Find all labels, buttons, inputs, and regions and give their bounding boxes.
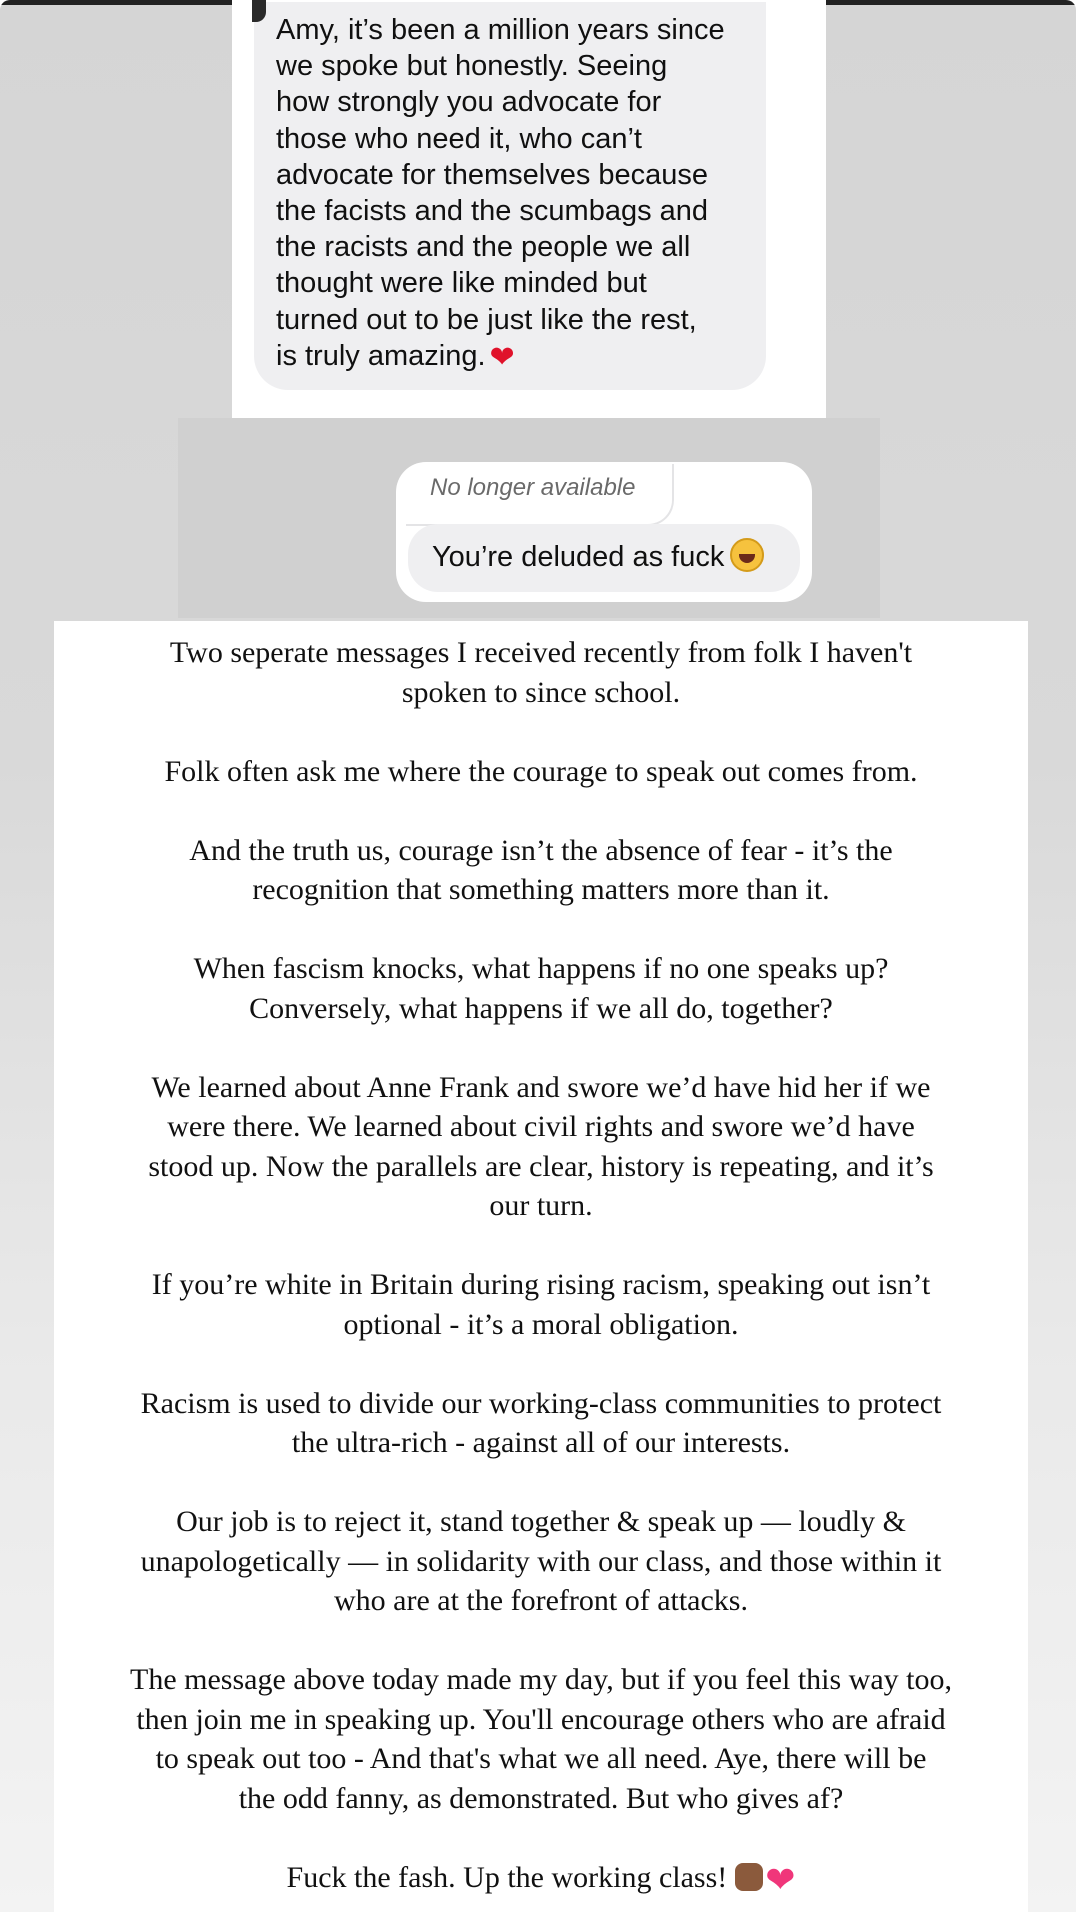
red-heart-icon: ❤ <box>489 340 515 374</box>
caption-paragraph: Folk often ask me where the courage to speak out comes from. <box>164 754 918 788</box>
reply-message-card <box>396 462 812 602</box>
caption-text <box>68 633 1014 1898</box>
caption-paragraph: Our job is to reject it, stand together & speak up — loudly & unapologetically — in solidarity with our class, and those within it who are at the forefront of attacks. <box>140 1505 942 1617</box>
caption-paragraph: Racism is used to divide our working-class communities to protect the ultra-rich - against all of our interests. <box>140 1386 942 1459</box>
caption-paragraph: The message above today made my day, but if you feel this way too, then join me in speaking up. You'll encourage others who are afraid to speak out too - And that's what we all need. Aye, there will be the odd fanny, as demonstrated. But who gives af? <box>130 1663 952 1815</box>
reply-message-text <box>432 538 764 574</box>
message-body: Amy, it’s been a million years since we spoke but honestly. Seeing how strongly you advocate for those who need it, who can’t advocate for themselves because the facists and the scumbags and the racists and the people we all thought were like minded but turned out to be just like the rest, is truly amazing. <box>276 14 725 372</box>
caption-paragraph: We learned about Anne Frank and swore we’d have hid her if we were there. We learned about civil rights and swore we’d have stood up. Now the parallels are clear, history is repeating, and it’s our turn. <box>148 1070 934 1222</box>
caption-card <box>54 621 1028 1912</box>
caption-paragraph: Two seperate messages I received recently from folk I haven't spoken to since school. <box>169 636 913 709</box>
caption-paragraph: And the truth us, courage isn’t the absence of fear - it’s the recognition that something matters more than it. <box>189 833 893 906</box>
raised-fist-icon <box>735 1863 763 1891</box>
caption-paragraph: If you’re white in Britain during rising racism, speaking out isn’t optional - it’s a moral obligation. <box>151 1268 931 1341</box>
quoted-story-status: No longer available <box>430 474 636 501</box>
reply-message-bubble <box>408 524 800 592</box>
caption-closing-line <box>68 1858 1014 1898</box>
received-message-text <box>276 12 746 374</box>
laughing-emoji-icon <box>730 538 764 572</box>
pink-heart-icon: ❤ <box>765 1859 796 1900</box>
closing-text: Fuck the fash. Up the working class! <box>286 1860 728 1894</box>
message-screenshot-1 <box>232 0 826 418</box>
caption-paragraph: When fascism knocks, what happens if no one speaks up? Conversely, what happens if we all do, together? <box>193 952 889 1025</box>
reply-body: You’re deluded as fuck <box>432 541 725 573</box>
